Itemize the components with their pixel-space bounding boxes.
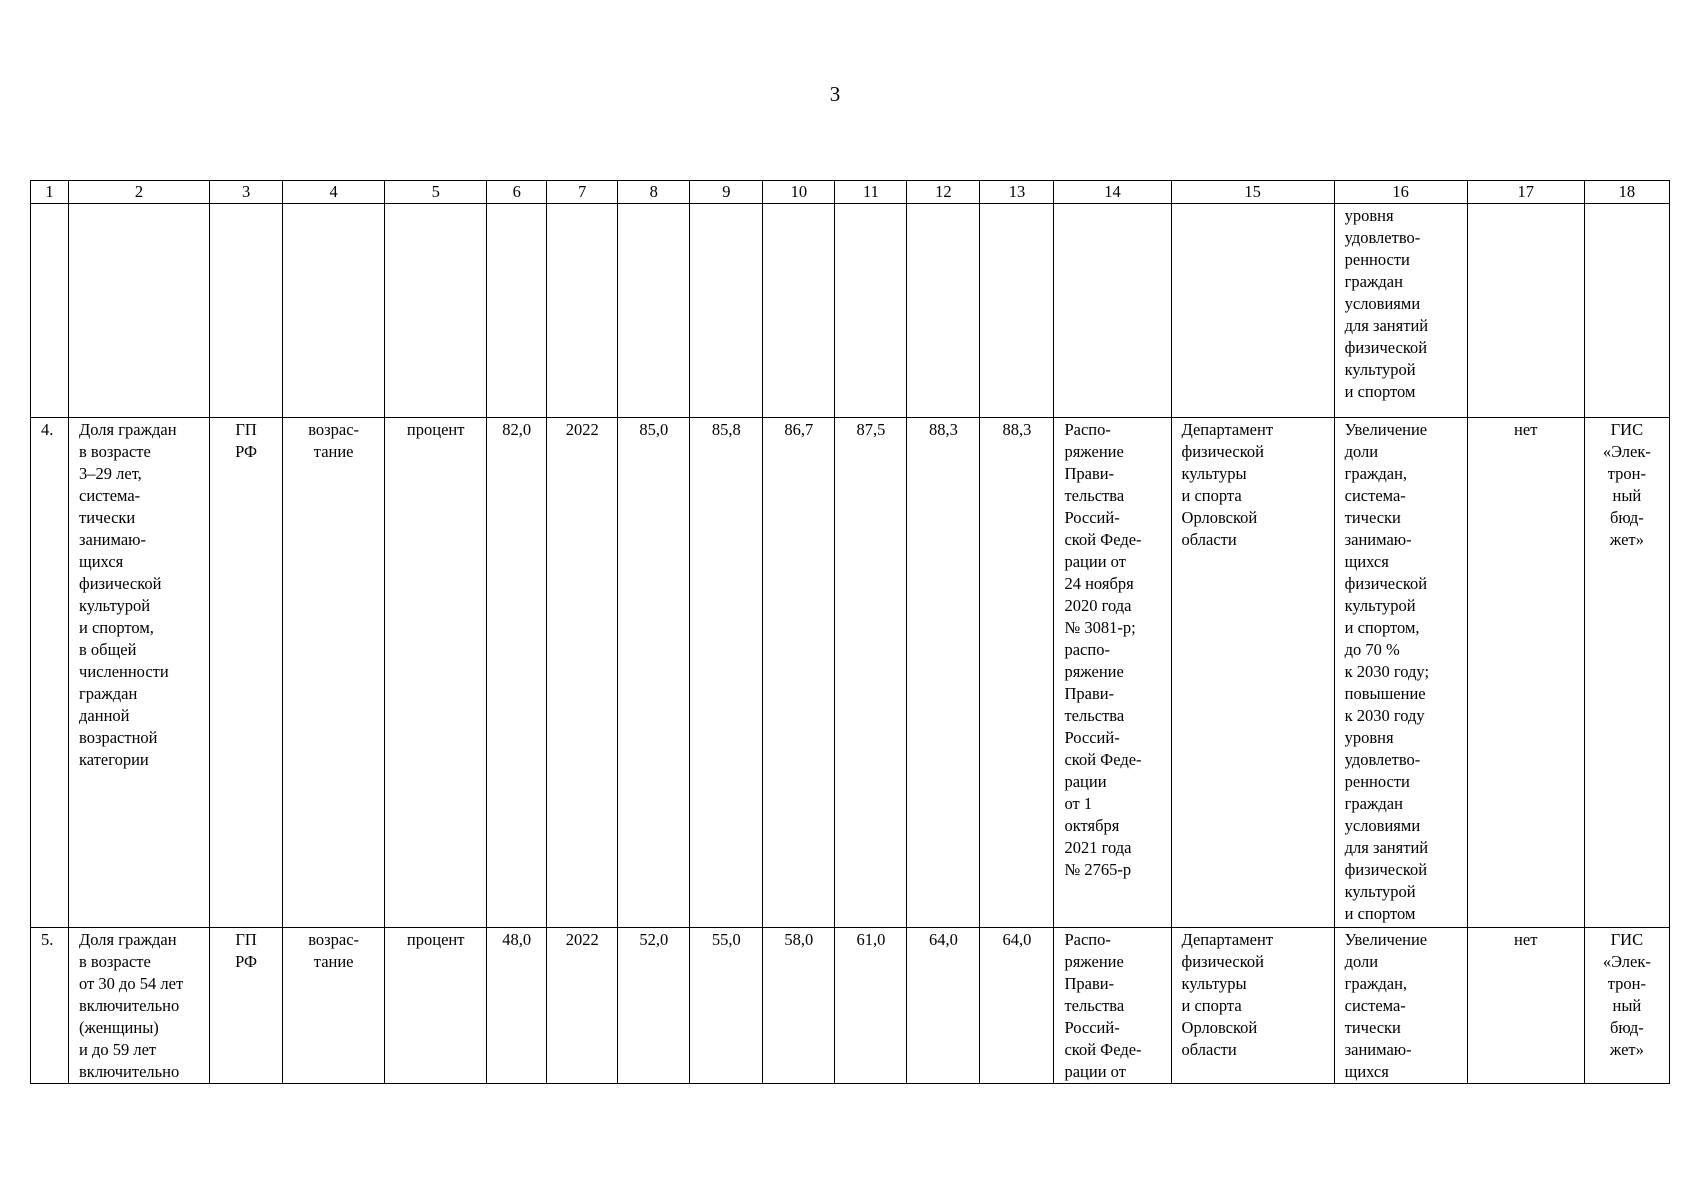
cell-responsible: Департамент физической культуры и спорта Орловской области — [1171, 928, 1334, 1084]
header-row — [31, 181, 1670, 204]
cell-info-system: ГИС «Элек- трон- ный бюд- жет» — [1584, 928, 1669, 1084]
table-row-continuation — [31, 204, 1670, 418]
cell-base-value: 48,0 — [487, 928, 547, 1084]
cell-value-11: 61,0 — [835, 928, 907, 1084]
cell-value-9 — [690, 204, 763, 418]
cell-base-value: 82,0 — [487, 418, 547, 928]
header-cell: 4 — [283, 181, 385, 204]
page-number: 3 — [829, 82, 841, 106]
cell-level — [210, 204, 283, 418]
cell-value-12: 64,0 — [907, 928, 980, 1084]
header-cell: 7 — [547, 181, 618, 204]
cell-base-year: 2022 — [547, 418, 618, 928]
header-cell: 14 — [1054, 181, 1171, 204]
cell-value-11 — [835, 204, 907, 418]
cell-unit: процент — [385, 928, 487, 1084]
cell-value-10 — [763, 204, 835, 418]
indicators-table — [30, 180, 1670, 1084]
cell-value-9: 55,0 — [690, 928, 763, 1084]
cell-document: Распо- ряжение Прави- тельства Россий- ской Феде- рации от 24 ноября 2020 года № 3081-р; распо- ряжение Прави- тельства Россий- ской Феде- рации от 1 октября 2021 года № 2765-р — [1054, 418, 1171, 928]
cell-value-8: 52,0 — [618, 928, 690, 1084]
header-cell: 15 — [1171, 181, 1334, 204]
header-cell: 10 — [763, 181, 835, 204]
cell-value-12: 88,3 — [907, 418, 980, 928]
header-cell: 8 — [618, 181, 690, 204]
header-cell: 12 — [907, 181, 980, 204]
cell-value-13 — [980, 204, 1054, 418]
cell-flag: нет — [1467, 418, 1584, 928]
cell-value-9: 85,8 — [690, 418, 763, 928]
header-cell: 17 — [1467, 181, 1584, 204]
cell-level: ГП РФ — [210, 418, 283, 928]
cell-value-8 — [618, 204, 690, 418]
cell-flag — [1467, 204, 1584, 418]
header-cell: 2 — [69, 181, 210, 204]
header-cell: 11 — [835, 181, 907, 204]
cell-value-10: 86,7 — [763, 418, 835, 928]
cell-value-13: 64,0 — [980, 928, 1054, 1084]
cell-goal: Увеличение доли граждан, система- тически занимаю- щихся — [1334, 928, 1467, 1084]
cell-info-system — [1584, 204, 1669, 418]
cell-value-10: 58,0 — [763, 928, 835, 1084]
header-cell: 6 — [487, 181, 547, 204]
cell-document: Распо- ряжение Прави- тельства Россий- ской Феде- рации от — [1054, 928, 1171, 1084]
cell-level: ГП РФ — [210, 928, 283, 1084]
cell-document — [1054, 204, 1171, 418]
cell-trend — [283, 204, 385, 418]
cell-base-year — [547, 204, 618, 418]
cell-base-value — [487, 204, 547, 418]
cell-trend: возрас- тание — [283, 928, 385, 1084]
cell-value-8: 85,0 — [618, 418, 690, 928]
cell-trend: возрас- тание — [283, 418, 385, 928]
cell-value-11: 87,5 — [835, 418, 907, 928]
cell-number: 5. — [31, 928, 69, 1084]
cell-number — [31, 204, 69, 418]
cell-base-year: 2022 — [547, 928, 618, 1084]
header-cell: 16 — [1334, 181, 1467, 204]
cell-value-12 — [907, 204, 980, 418]
header-cell: 18 — [1584, 181, 1669, 204]
cell-responsible — [1171, 204, 1334, 418]
cell-info-system: ГИС «Элек- трон- ный бюд- жет» — [1584, 418, 1669, 928]
table-row-5 — [31, 928, 1670, 1084]
cell-indicator-name — [69, 204, 210, 418]
header-cell: 3 — [210, 181, 283, 204]
header-cell: 1 — [31, 181, 69, 204]
cell-indicator-name: Доля граждан в возрасте от 30 до 54 лет включительно (женщины) и до 59 лет включительно — [69, 928, 210, 1084]
cell-number: 4. — [31, 418, 69, 928]
cell-goal: Увеличение доли граждан, система- тически занимаю- щихся физической культурой и спортом, до 70 % к 2030 году; повышение к 2030 году уровня удовлетво- ренности граждан условиями для занятий физической культурой и спортом — [1334, 418, 1467, 928]
cell-unit — [385, 204, 487, 418]
cell-responsible: Департамент физической культуры и спорта Орловской области — [1171, 418, 1334, 928]
cell-indicator-name: Доля граждан в возрасте 3–29 лет, система- тически занимаю- щихся физической культурой и спортом, в общей численности граждан данной возрастной категории — [69, 418, 210, 928]
cell-unit: процент — [385, 418, 487, 928]
header-cell: 13 — [980, 181, 1054, 204]
header-cell: 9 — [690, 181, 763, 204]
cell-flag: нет — [1467, 928, 1584, 1084]
header-cell: 5 — [385, 181, 487, 204]
cell-value-13: 88,3 — [980, 418, 1054, 928]
cell-goal: уровня удовлетво- ренности граждан условиями для занятий физической культурой и спортом — [1334, 204, 1467, 418]
table-row-4 — [31, 418, 1670, 928]
